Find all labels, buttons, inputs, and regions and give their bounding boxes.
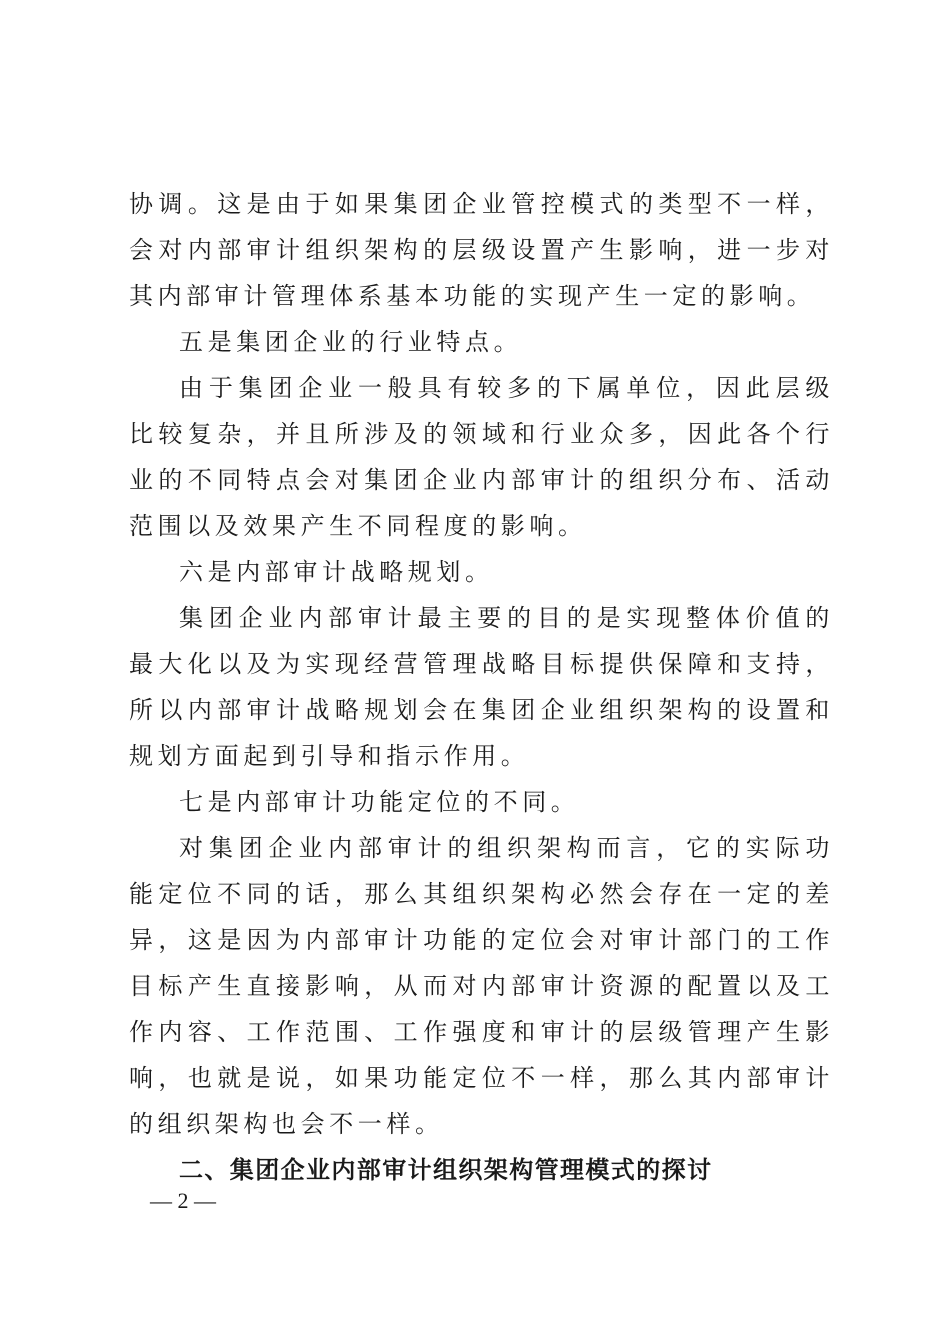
paragraph-5: 集团企业内部审计最主要的目的是实现整体价值的最大化以及为实现经营管理战略目标提供保障和支持，所以内部审计战略规划会在集团企业组织架构的设置和规划方面起到引导和指示作用。: [129, 604, 834, 770]
paragraph-2-subheading: 五是集团企业的行业特点。: [179, 328, 523, 356]
document-body: [129, 181, 834, 1193]
section-heading: 二、集团企业内部审计组织架构管理模式的探讨: [179, 1156, 713, 1184]
paragraph-3: 由于集团企业一般具有较多的下属单位，因此层级比较复杂，并且所涉及的领域和行业众多，因此各个行业的不同特点会对集团企业内部审计的组织分布、活动范围以及效果产生不同程度的影响。: [129, 374, 834, 540]
paragraph-4-subheading: 六是内部审计战略规划。: [179, 558, 494, 586]
paragraph-6-subheading: 七是内部审计功能定位的不同。: [179, 788, 580, 816]
page-number: — 2 —: [150, 1188, 216, 1213]
paragraph-7: 对集团企业内部审计的组织架构而言，它的实际功能定位不同的话，那么其组织架构必然会存在一定的差异，这是因为内部审计功能的定位会对审计部门的工作目标产生直接影响，从而对内部审计资源的配置以及工作内容、工作范围、工作强度和审计的层级管理产生影响，也就是说，如果功能定位不一样，那么其内部审计的组织架构也会不一样。: [129, 834, 834, 1138]
paragraph-1: 协调。这是由于如果集团企业管控模式的类型不一样，会对内部审计组织架构的层级设置产生影响，进一步对其内部审计管理体系基本功能的实现产生一定的影响。: [129, 190, 834, 310]
